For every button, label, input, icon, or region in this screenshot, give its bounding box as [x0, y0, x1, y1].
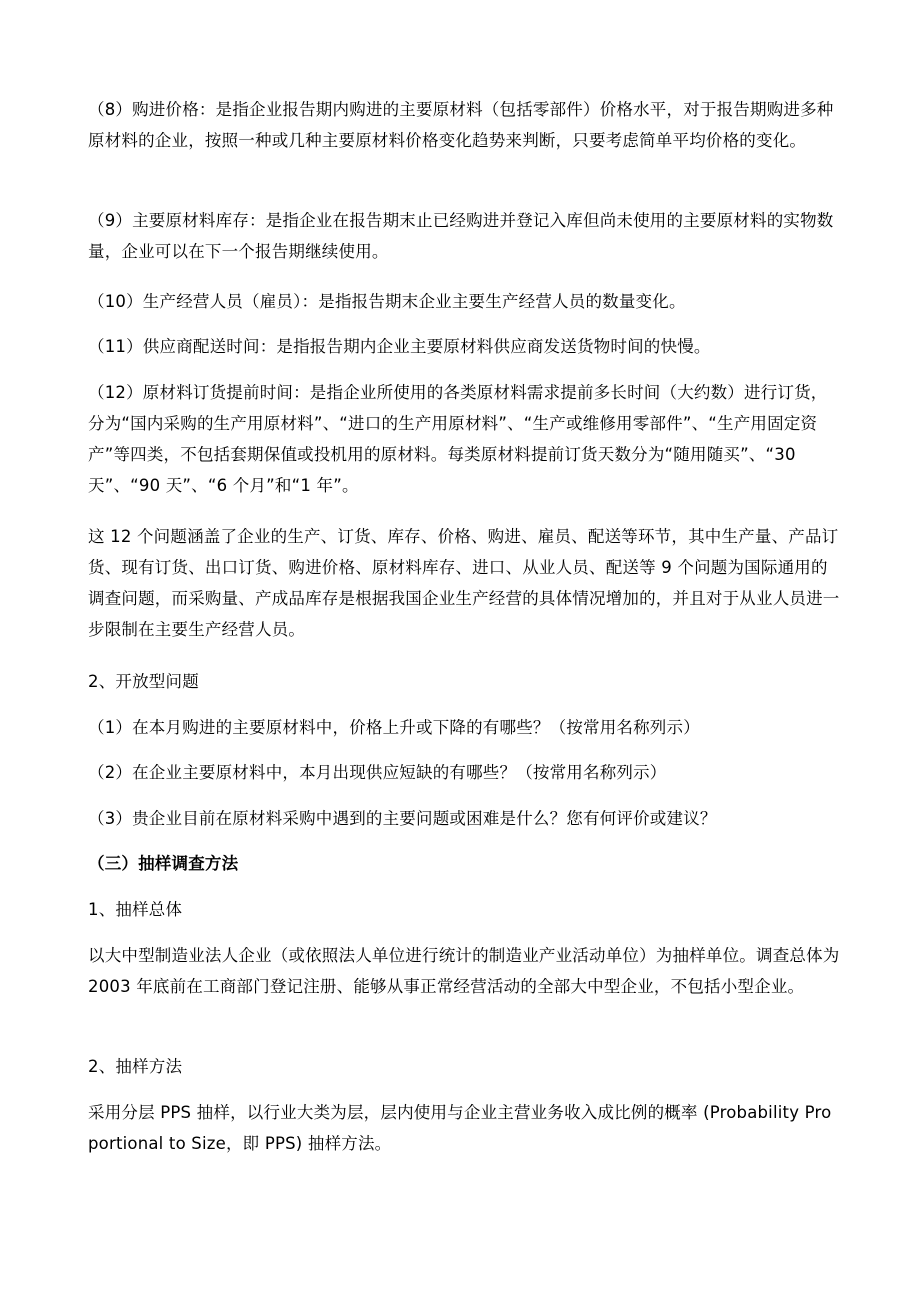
open-question-2: （2）在企业主要原材料中，本月出现供应短缺的有哪些？（按常用名称列示） [88, 763, 667, 782]
item-12-order-lead-time: （12）原材料订货提前时间：是指企业所使用的各类原材料需求提前多长时间（大约数）进行订货，分为“国内采购的生产用原材料”、“进口的生产用原材料”、“生产或维修用零部件”、“生产用固定资产”等四类，不包括套期保值或投机用的原材料。每类原材料提前订货天数分为“随用随买”、“30 天”、“90 天”、“6 个月”和“1 年”。 [88, 383, 828, 495]
sampling-method-text: 采用分层 PPS 抽样，以行业大类为层，层内使用与企业主营业务收入成比例的概率 (Probability Proportional to Size，即 PPS) 抽样方法。 [88, 1103, 832, 1153]
open-question-3: （3）贵企业目前在原材料采购中遇到的主要问题或困难是什么？您有何评价或建议？ [88, 809, 717, 828]
item-9-raw-material-inventory: （9）主要原材料库存：是指企业在报告期末止已经购进并登记入库但尚未使用的主要原材料的实物数量，企业可以在下一个报告期继续使用。 [88, 211, 834, 261]
item-11-supplier-delivery: （11）供应商配送时间：是指报告期内企业主要原材料供应商发送货物时间的快慢。 [88, 337, 711, 356]
sampling-population-heading: 1、抽样总体 [88, 900, 183, 919]
open-question-1: （1）在本月购进的主要原材料中，价格上升或下降的有哪些？（按常用名称列示） [88, 718, 700, 737]
sampling-method-heading: 2、抽样方法 [88, 1057, 183, 1076]
sampling-population-text: 以大中型制造业法人企业（或依照法人单位进行统计的制造业产业活动单位）为抽样单位。调查总体为 2003 年底前在工商部门登记注册、能够从事正常经营活动的全部大中型企业，不包括小型企业。 [88, 946, 840, 996]
item-10-employees: （10）生产经营人员（雇员）：是指报告期末企业主要生产经营人员的数量变化。 [88, 292, 686, 311]
open-questions-heading: 2、开放型问题 [88, 672, 199, 691]
section-three-heading: （三）抽样调查方法 [88, 854, 239, 873]
item-8-purchase-price: （8）购进价格：是指企业报告期内购进的主要原材料（包括零部件）价格水平，对于报告期购进多种原材料的企业，按照一种或几种主要原材料价格变化趋势来判断，只要考虑简单平均价格的变化。 [88, 100, 834, 150]
summary-paragraph: 这 12 个问题涵盖了企业的生产、订货、库存、价格、购进、雇员、配送等环节，其中生产量、产品订货、现有订货、出口订货、购进价格、原材料库存、进口、从业人员、配送等 9 个问题为国际通用的调查问题，而采购量、产成品库存是根据我国企业生产经营的具体情况增加的，并且对于从业人员进一步限制在主要生产经营人员。 [88, 527, 840, 639]
